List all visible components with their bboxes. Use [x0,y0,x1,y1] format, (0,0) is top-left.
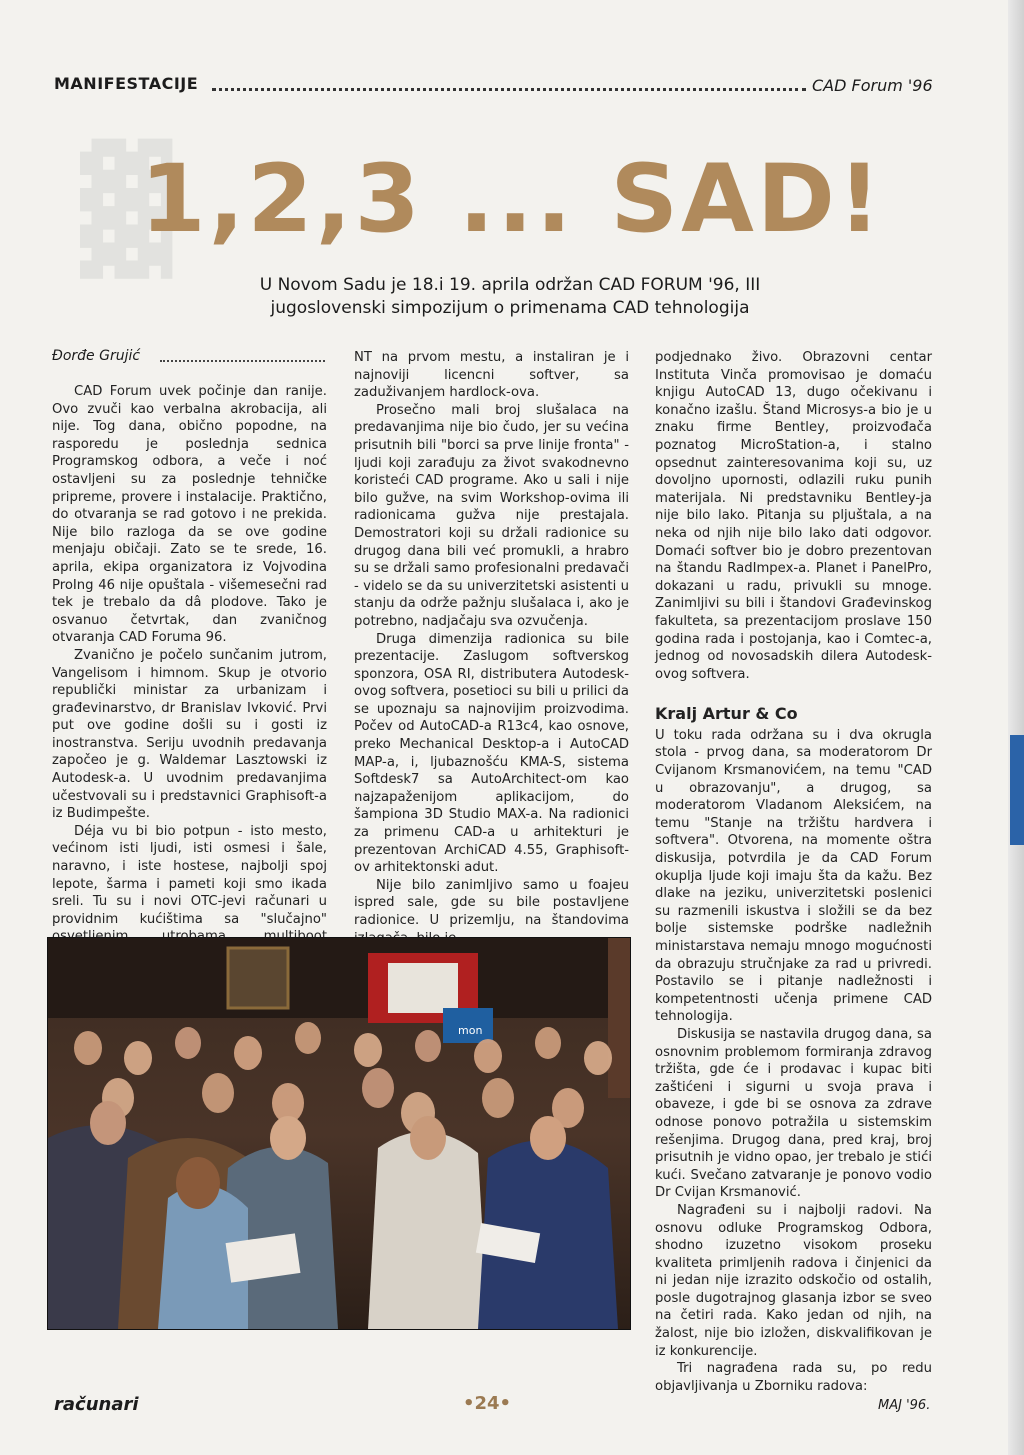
text-column-3 [655,349,932,1395]
bleed-through-background: ▓ [80,140,175,279]
article-title: 1,2,3 ... SAD! [140,145,884,254]
paragraph: Déja vu bi bio potpun - isto mesto, većinom isti ljudi, isti osmesi i šale, naravno, i iste hostese, najbolji spoj lepote, šarma i pameti koji smo ikada sreli. Tu su i novi OTC-jevi računari u providnim kućištima sa "slučajno" [52,823,327,927]
blue-edge-tab [1010,735,1024,845]
paragraph: Diskusija se nastavila drugog dana, sa osnovnim problemom formiranja zdravog tržišta, gde će i prodavac i kupac biti zaštićeni i sigurni u svoja prava i obaveze, i gde bi se osnova za zdrave odnose ponovo potražila u sistemskim rešenjima. Drugog dana, pred kraj, broj prisutnih je vidno opao, jer trebalo je stići kući. Svečano zatvaranje je ponovo vodio Dr Cvijan Krsmanović. [655,1026,932,1201]
photo-sign-text: mon [458,1024,483,1037]
section-heading: Kralj Artur & Co [655,704,798,724]
paragraph: Nagrađeni su i najbolji radovi. Na osnovu odluke Programskog Odbora, shodno izuzetno visokom proseku kvaliteta primljenih radova i činjenici da ni jedan nije izrazito odskočio od ostalih, posle dugotrajnog glasanja izbor se sveo na četiri rada. Kako jedan od njih, na žalost, nije bio izložen, diskvalifikovan je iz konkurencije. [655,1202,932,1359]
paragraph: U toku rada održana su i dva okrugla stola - prvog dana, sa moderatorom Dr Cvijanom Krsmanovićem, na temu "CAD u obrazovanju", a drugog, sa moderatorom Vladanom Aleksićem, na temu "Stanje na tržištu hardvera i softvera". Otvorena, na momente oštra diskusija, potvrdila je da CAD Forum okuplja ljude koji imaju šta da kažu. Bez dlake na jeziku, univerzitetski poslenici su razmenili iskustva i složili se da bez bolje sistemske podrške nadležnih ministarstava nemaju mnogo mogućnosti da obrazuju stručnjake za rad u privredi. Postavilo se i pitanje nadležnosti i kompetentnosti učenja primene CAD tehnologija. [655,727,932,1025]
text-column-1 [52,383,327,981]
paragraph: Zvanično je počelo sunčanim jutrom, Vangelisom i himnom. Skup je otvorio republički ministar za urbanizam i građevinarstvo, dr Branislav Ivković. Prvi put ove godine došli su i gosti iz inostranstva. Seriju uvodnih predavanja započeo je g. Waldemar Lasztowski iz Autodesk-a. U uvodnim predavanjima učestvovali su i predstavnici Graphisoft-a iz Budimpešte. [52,647,327,822]
paragraph: CAD Forum uvek počinje dan ranije. Ovo zvuči kao verbalna akrobacija, ali nije. Tog dana, obično popodne, na rasporedu je poslednja sednica Programskog odbora, a veče i noć ostavljeni su za poslednje tehničke pripreme, provere i instalacije. Praktično, do otvaranja se rad gotovo i ne prekida. Nije bilo razloga da se ove godine menjaju običaji. Zato se te srede, 16. aprila, ekipa organizatora iz Vojvodina ProIng 46 nije opuštala - višemesečni rad tek je trebalo da dâ plodove. Tako je osvanuo četvrtak, dan zvaničnog otvaranja CAD Foruma 96. [52,384,327,646]
author-name: Đorđe Grujić [52,348,141,364]
paragraph: Prosečno mali broj slušalaca na predavanjima nije bio čudo, jer su većina prisutnih bili "borci sa prve linije fronta" - ljudi koji zarađuju za život svakodnevno koristeći CAD programe. Ako u sali i nije bilo gužve, na svim Workshop-ovima ili radionicama gužva nije prestajala. Demostratori koji su držali radionice su drugog dana bili već promukli, a hrabro su se držali samo profesionalni predavači - videlo se da su univerzitetski asistenti u stanju da održe pažnju slušalaca i, ako je potrebno, nadjačaju sva ozvučenja. [354,402,629,629]
paragraph: Nije bilo zanimljivo samo u foajeu ispred sale, gde su bile postavljene radionice. U prizemlju, na štandovima [354,877,629,928]
issue-date: MAJ '96. [878,1398,931,1413]
magazine-logo: računari [54,1394,139,1415]
paragraph: podjednako živo. Obrazovni centar Instituta Vinča promovisao je domaću knjigu AutoCAD 13, dugo očekivanu i konačno izašlu. Štand Microsys-a bio je u znaku firme Bentley, proizvođača poznatog MicroStation-a, i stalno opsednut zainteresovanima koji su, uz dovoljno upornosti, odlazili ruku punih materijala. Ni predstavniku Bentley-ja nije bilo lako. Pitanja su pljuštala, a na neka od njih nije bilo lako dati odgovor. Domaći softver bio je dobro prezentovan na štandu RadImpex-a. Planet i PanelPro, dokazani u radu, privukli su mnoge. Zanimljivi su bili i štandovi Građevinskog fakulteta, sa prezentacijom proslave 150 godina rada i postojanja, kao i Comtec-a, jednog od novosadskih dilera Autodesk-ovog softvera. [655,350,932,682]
text-column-2 [354,349,629,947]
paragraph: Tri nagrađena rada su, po redu objavljivanja u Zborniku radova: [655,1361,932,1394]
issue-label: CAD Forum '96 [812,76,933,95]
event-crowd-photo [47,937,631,1330]
paragraph: Druga dimenzija radionica su bile prezentacije. Zaslugom softverskog sponzora, OSA RI, distributera Autodesk-ovog softvera, posetioci su bili u prilici da se upoznaju sa najnovijim proizvodima. Počev od AutoCAD-a R13c4, kao osnove, preko Mechanical Desktop-a i AutoCAD MAP-a, i, ljubaznošću KMA-S, sistema Softdesk7 sa AutoArchitect-om kao najzapaženijom aplikacijom, do šampiona 3D Studio MAX-a. Na radionici za primenu CAD-a u arhitekturi je prezentovan ArchiCAD 4.55, Graphisoft-ov arhitektonski adut. [354,631,629,876]
header-dotted-rule [212,76,806,91]
article-subtitle: U Novom Sadu je 18.i 19. aprila održan CAD FORUM '96, III jugoslovenski simpozijum o primenama CAD tehnologija [259,275,761,318]
section-label: MANIFESTACIJE [54,74,199,93]
page-number: •24• [463,1393,512,1414]
author-dotted-rule [160,355,325,362]
paragraph: NT na prvom mestu, a instaliran je i najnoviji licencni softver, sa zaduživanjem hardlock-ova. [354,350,629,401]
